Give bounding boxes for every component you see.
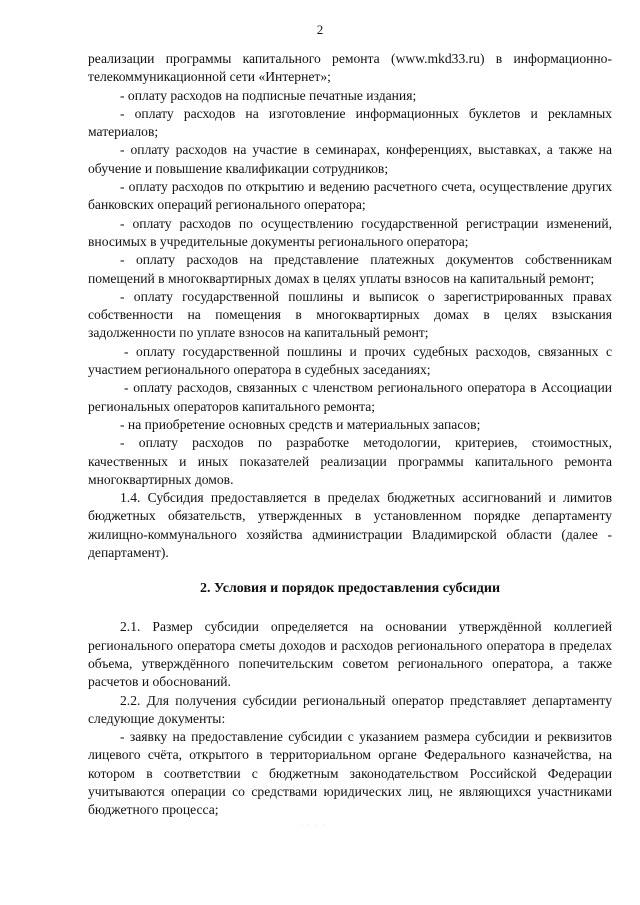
- list-item-association-membership: - оплату расходов, связанных с членством регионального оператора в Ассоциации региональных операторов капитального ремонта;: [88, 380, 612, 414]
- clause-1-4: 1.4. Субсидия предоставляется в пределах бюджетных ассигнований и лимитов бюджетных обязательств, утвержденных в установленном порядке департаменту жилищно-коммунального хозяйства администрации Владимирской области (далее - департамент).: [88, 490, 612, 561]
- document-body: [88, 50, 612, 820]
- list-item-court-expenses: - оплату государственной пошлины и прочих судебных расходов, связанных с участием регионального оператора в судебных заседаниях;: [88, 343, 612, 378]
- list-item-application: - заявку на предоставление субсидии с указанием размера субсидии и реквизитов лицевого счёта, открытого в территориальном органе Федерального казначейства, на котором в соответствии с бюджетным законодательством Российской Федерации учитываются операции со средствами юридических лиц, не являющихся участниками бюджетного процесса;: [88, 729, 612, 818]
- list-item-state-registration: - оплату расходов по осуществлению государственной регистрации изменений, вносимых в учредительные документы регионального оператора;: [88, 215, 612, 249]
- list-item-fixed-assets: - на приобретение основных средств и материальных запасов;: [120, 416, 481, 432]
- list-item-booklets: - оплату расходов на изготовление информационных буклетов и рекламных материалов;: [88, 105, 612, 140]
- page-number: 2: [316, 22, 324, 37]
- paragraph-continuation: реализации программы капитального ремонта (www.mkd33.ru) в информационно-телекоммуникационной сети «Интернет»;: [88, 51, 612, 85]
- list-item-payment-documents: - оплату расходов на представление платежных документов собственникам помещений в многоквартирных домах в целях уплаты взносов на капитальный ремонт;: [88, 252, 612, 286]
- scan-artifact: · · · ·: [300, 823, 327, 829]
- list-item-seminars: - оплату расходов на участие в семинарах, конференциях, выставках, а также на обучение и повышение квалификации сотрудников;: [88, 142, 612, 176]
- list-item-methodology: - оплату расходов по разработке методологии, критериев, стоимостных, качественных и иных показателей реализации программы капитального ремонта многоквартирных домов.: [88, 435, 612, 487]
- clause-2-2: 2.2. Для получения субсидии региональный оператор представляет департаменту следующие документы:: [88, 692, 612, 726]
- clause-2-1: 2.1. Размер субсидии определяется на основании утверждённой коллегией регионального оператора сметы доходов и расходов регионального оператора в пределах объема, утверждённого попечительским советом регионального оператора, а также расчетов и обоснований.: [88, 619, 612, 690]
- list-item-state-duty-extracts: - оплату государственной пошлины и выписок о зарегистрированных правах собственности на помещения в многоквартирных домах в целях взыскания задолженности по уплате взносов на капитальный ремонт;: [88, 288, 612, 341]
- section-heading: 2. Условия и порядок предоставления субсидии: [199, 581, 501, 597]
- list-item-bank-account: - оплату расходов по открытию и ведению расчетного счета, осуществление других банковских операций регионального оператора;: [88, 179, 612, 213]
- list-item-subscriptions: - оплату расходов на подписные печатные издания;: [120, 87, 417, 103]
